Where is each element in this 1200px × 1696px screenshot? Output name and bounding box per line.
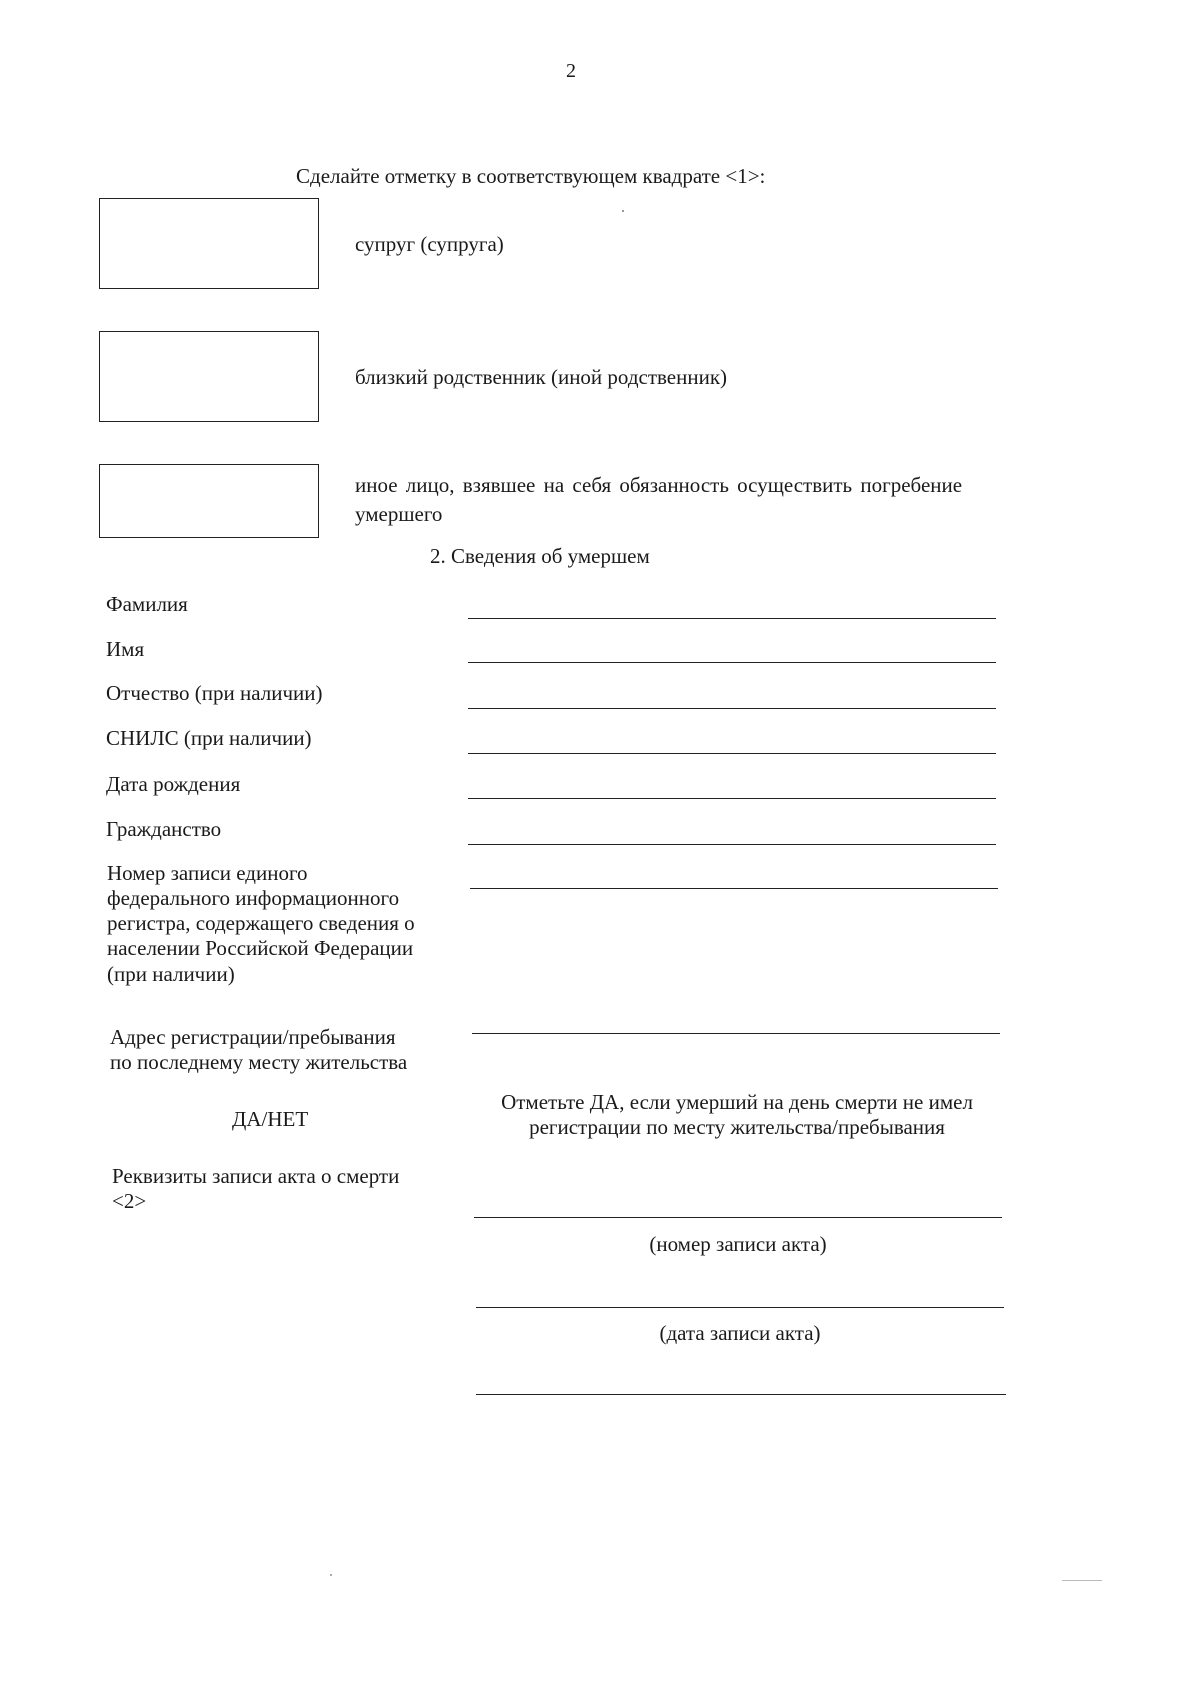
caption-record-number: (номер записи акта) — [649, 1232, 827, 1256]
option-label-other-line1: иное лицо, взявшее на себя обязанность осуществить погребение — [355, 473, 963, 497]
input-line-extra[interactable] — [476, 1394, 1006, 1395]
instruction-text: Сделайте отметку в соответствующем квадрате <1>: — [296, 164, 766, 188]
label-death-record-line2: <2> — [112, 1189, 147, 1213]
label-register-number-line1: Номер записи единого — [107, 861, 308, 885]
label-address-line1: Адрес регистрации/пребывания — [110, 1025, 396, 1049]
label-register-number-line4: населении Российской Федерации — [107, 936, 414, 960]
section-title: 2. Сведения об умершем — [430, 544, 650, 568]
input-line-surname[interactable] — [468, 618, 996, 619]
scan-dot — [622, 210, 624, 212]
input-line-record-date[interactable] — [476, 1307, 1004, 1308]
checkbox-spouse[interactable] — [99, 198, 319, 289]
label-death-record-line1: Реквизиты записи акта о смерти — [112, 1164, 400, 1188]
yes-note-line2: регистрации по месту жительства/пребывания — [529, 1115, 945, 1139]
input-line-record-number[interactable] — [474, 1217, 1002, 1218]
label-address-line2: по последнему месту жительства — [110, 1050, 408, 1074]
option-label-spouse: супруг (супруга) — [355, 232, 504, 256]
label-birth-date: Дата рождения — [106, 772, 241, 796]
label-register-number-line3: регистра, содержащего сведения о — [107, 911, 415, 935]
label-citizenship: Гражданство — [106, 817, 222, 841]
label-register-number-line2: федерального информационного — [107, 886, 400, 910]
scan-mark — [1062, 1580, 1102, 1581]
option-label-other-line2: умершего — [355, 502, 443, 526]
label-name: Имя — [106, 637, 145, 661]
checkbox-other-person[interactable] — [99, 464, 319, 538]
input-line-register-number[interactable] — [470, 888, 998, 889]
yes-note-line1: Отметьте ДА, если умерший на день смерти не имел — [501, 1090, 973, 1114]
input-line-name[interactable] — [468, 662, 996, 663]
input-line-address[interactable] — [472, 1033, 1000, 1034]
input-line-citizenship[interactable] — [468, 844, 996, 845]
label-snils: СНИЛС (при наличии) — [106, 726, 312, 750]
scan-dot — [330, 1574, 332, 1576]
page-number: 2 — [566, 60, 576, 82]
option-label-relative: близкий родственник (иной родственник) — [355, 365, 728, 389]
label-patronymic: Отчество (при наличии) — [106, 681, 323, 705]
label-register-number-line5: (при наличии) — [107, 962, 235, 986]
caption-record-date: (дата записи акта) — [659, 1321, 821, 1345]
yes-no-field[interactable]: ДА/НЕТ — [232, 1107, 309, 1131]
label-surname: Фамилия — [106, 592, 188, 616]
input-line-snils[interactable] — [468, 753, 996, 754]
input-line-patronymic[interactable] — [468, 708, 996, 709]
checkbox-relative[interactable] — [99, 331, 319, 422]
input-line-birth-date[interactable] — [468, 798, 996, 799]
